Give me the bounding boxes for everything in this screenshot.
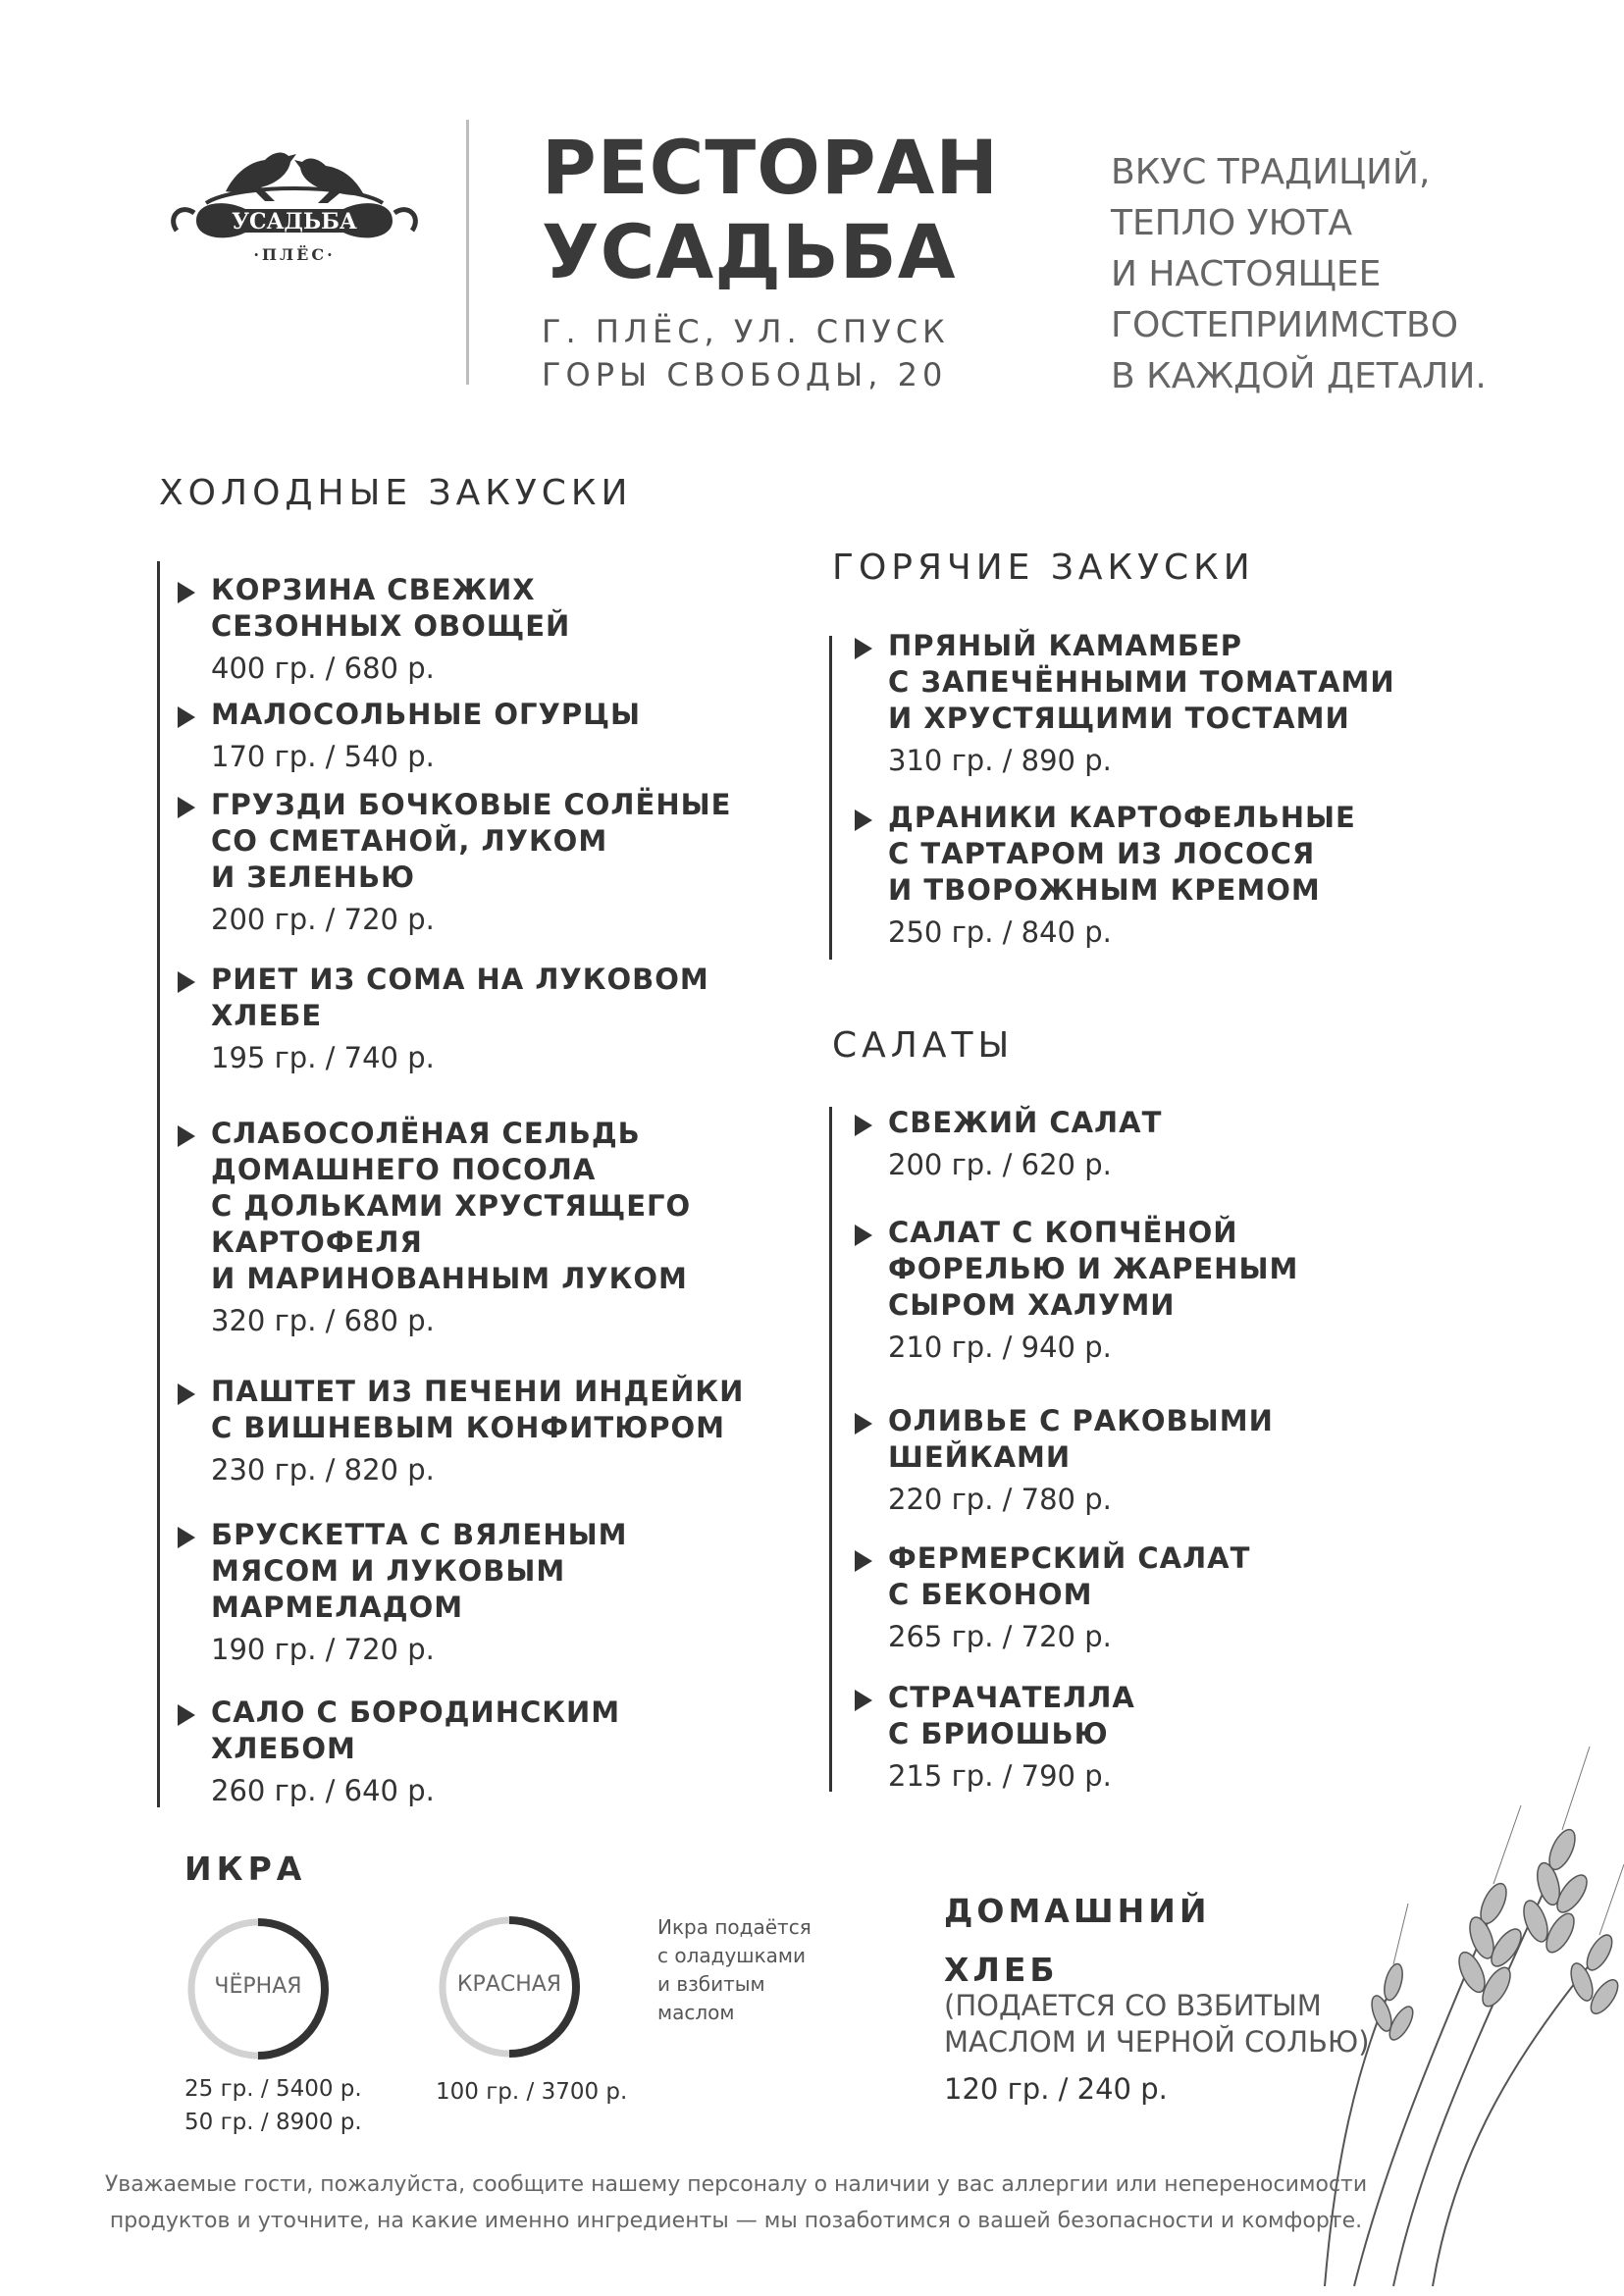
menu-item-name-line: САЛО С БОРОДИНСКИМ [211,1696,621,1729]
address-line: ГОРЫ СВОБОДЫ, 20 [542,356,948,393]
section-title-ikra: ИКРА [184,1850,307,1888]
menu-item-name-line: МЯСОМ И ЛУКОВЫМ [211,1554,566,1588]
column-bar-hot [829,636,832,960]
menu-item-price: 260 гр. / 640 р. [211,1774,435,1807]
menu-item-name-line: МАЛОСОЛЬНЫЕ ОГУРЦЫ [211,698,642,731]
menu-item-price: 220 гр. / 780 р. [888,1483,1112,1516]
menu-item [888,1105,1162,1182]
caviar-black-label: ЧЁРНАЯ [214,1974,302,1999]
menu-item-name-line: МАРМЕЛАДОМ [211,1591,464,1624]
slogan-line: ТЕПЛО УЮТА [1111,203,1353,243]
menu-item-name-line: ПРЯНЫЙ КАМАМБЕР [888,629,1243,662]
price-line: 100 гр. / 3700 р. [436,2079,628,2105]
section-title-hot: ГОРЯЧИЕ ЗАКУСКИ [832,548,1255,588]
bullet-triangle-icon [855,638,872,659]
caviar-note [657,1913,812,2027]
bullet-triangle-icon [178,1704,195,1726]
menu-item-name-line: САЛАТ С КОПЧЁНОЙ [888,1216,1238,1249]
caviar-black-prices [184,2072,362,2139]
menu-item-price: 265 гр. / 720 р. [888,1620,1112,1653]
menu-item-name-line: БРУСКЕТТА С ВЯЛЕНЫМ [211,1518,628,1551]
menu-item-price: 230 гр. / 820 р. [211,1453,435,1487]
bread-desc-line: (ПОДАЕТСЯ СО ВЗБИТЫМ [944,1989,1322,2022]
column-bar-cold [157,561,160,1807]
menu-item-name-line: СТРАЧАТЕЛЛА [888,1681,1135,1714]
note-line: с оладушками [657,1944,807,1967]
slogan-line: В КАЖДОЙ ДЕТАЛИ. [1111,356,1487,396]
bread-desc-line: МАСЛОМ И ЧЕРНОЙ СОЛЬЮ) [944,2025,1370,2059]
header-divider [466,120,469,385]
menu-item [211,1517,628,1667]
bullet-triangle-icon [178,706,195,728]
menu-item-name-line: С БЕКОНОМ [888,1578,1093,1611]
menu-item-name [211,962,709,1034]
menu-item-name [211,697,641,733]
caviar-red-prices [436,2075,627,2109]
menu-item [211,1116,691,1338]
column-bar-salads [829,1107,832,1792]
footer-line: Уважаемые гости, пожалуйста, сообщите нашему персоналу о наличии у вас аллергии или непереносимости [104,2172,1368,2197]
menu-item-name [888,1105,1162,1141]
menu-item-name-line: С ТАРТАРОМ ИЗ ЛОСОСЯ [888,837,1316,870]
menu-item-name [888,1680,1135,1752]
menu-item-price: 310 гр. / 890 р. [888,744,1112,777]
menu-item-price: 200 гр. / 620 р. [888,1148,1112,1181]
menu-item-name-line: С ЗАПЕЧЁННЫМИ ТОМАТАМИ [888,665,1395,699]
bread-title-line: ДОМАШНИЙ [944,1892,1211,1930]
price-line: 50 гр. / 8900 р. [184,2110,362,2135]
menu-item-name [211,1517,628,1626]
price-line: 25 гр. / 5400 р. [184,2076,362,2102]
menu-item-name [888,1540,1250,1613]
menu-item [888,1215,1298,1365]
menu-item-name [211,1374,744,1446]
menu-item-name-line: ХЛЕБОМ [211,1732,356,1765]
section-title-salads: САЛАТЫ [832,1025,1015,1066]
menu-item-name-line: ГРУЗДИ БОЧКОВЫЕ СОЛЁНЫЕ [211,788,732,821]
bullet-triangle-icon [178,582,195,603]
menu-item [888,1403,1274,1517]
menu-item-price: 250 гр. / 840 р. [888,915,1112,949]
bullet-triangle-icon [855,1115,872,1136]
note-line: маслом [657,2001,735,2024]
caviar-red-label: КРАСНАЯ [456,1972,562,1997]
menu-item [888,1540,1250,1654]
menu-item-name-line: И ХРУСТЯЩИМИ ТОСТАМИ [888,702,1350,735]
bullet-triangle-icon [178,1125,195,1147]
menu-item-name-line: СЛАБОСОЛЁНАЯ СЕЛЬДЬ [211,1117,641,1150]
menu-item-name [888,800,1356,909]
menu-item-name-line: СЫРОМ ХАЛУМИ [888,1288,1176,1322]
menu-item-name-line: ОЛИВЬЕ С РАКОВЫМИ [888,1404,1274,1437]
menu-item [211,1374,744,1487]
menu-item-name-line: РИЕТ ИЗ СОМА НА ЛУКОВОМ [211,963,709,996]
menu-item-name-line: СВЕЖИЙ САЛАТ [888,1106,1163,1139]
menu-item-name-line: ДРАНИКИ КАРТОФЕЛЬНЫЕ [888,801,1356,834]
menu-item-price: 210 гр. / 940 р. [888,1331,1112,1364]
menu-item-name [211,787,731,896]
section-title-cold: ХОЛОДНЫЕ ЗАКУСКИ [159,473,633,513]
restaurant-logo [167,123,422,280]
slogan-line: ВКУС ТРАДИЦИЙ, [1111,152,1431,192]
menu-item [211,697,641,774]
bullet-triangle-icon [855,1690,872,1711]
slogan [1111,147,1487,402]
bread-title-line: ХЛЕБ [944,1951,1059,1989]
address-line: Г. ПЛЁС, УЛ. СПУСК [542,313,950,350]
menu-item-name [888,1215,1298,1324]
menu-item-name-line: СЕЗОННЫХ ОВОЩЕЙ [211,609,571,643]
menu-item [211,787,731,937]
menu-item-name-line: И ТВОРОЖНЫМ КРЕМОМ [888,873,1321,907]
menu-item-price: 195 гр. / 740 р. [211,1041,435,1074]
slogan-line: ГОСТЕПРИИМСТВО [1111,305,1459,345]
menu-item-name-line: КОРЗИНА СВЕЖИХ [211,573,536,606]
section-title-bread [944,1882,1210,2000]
menu-item-name-line: ХЛЕБЕ [211,999,323,1032]
bullet-triangle-icon [855,1550,872,1572]
menu-item-name-line: С ВИШНЕВЫМ КОНФИТЮРОМ [211,1411,726,1444]
menu-item-name [211,1116,691,1297]
menu-item-name-line: С ДОЛЬКАМИ ХРУСТЯЩЕГО [211,1189,692,1223]
bullet-triangle-icon [178,1527,195,1548]
bullet-triangle-icon [855,1225,872,1246]
page-title [542,126,999,294]
footer-line: продуктов и уточните, на какие именно ингредиенты — мы позаботимся о вашей безопасности и комфорте. [109,2209,1363,2233]
note-line: Икра подаётся [657,1915,812,1939]
slogan-line: И НАСТОЯЩЕЕ [1111,254,1382,294]
menu-item-name-line: И ЗЕЛЕНЬЮ [211,861,416,894]
allergy-notice [98,2166,1374,2239]
bullet-triangle-icon [178,971,195,993]
menu-item-name-line: СО СМЕТАНОЙ, ЛУКОМ [211,824,608,858]
menu-item-price: 170 гр. / 540 р. [211,740,435,773]
menu-item-name-line: И МАРИНОВАННЫМ ЛУКОМ [211,1262,688,1295]
menu-item [211,1695,620,1808]
menu-item-name-line: КАРТОФЕЛЯ [211,1226,423,1259]
menu-item-name [211,1695,620,1767]
menu-item-name [888,1403,1274,1476]
menu-item-name-line: ПАШТЕТ ИЗ ПЕЧЕНИ ИНДЕЙКИ [211,1375,745,1408]
menu-item [888,800,1356,950]
menu-item-name [888,628,1395,737]
menu-item-name-line: ФЕРМЕРСКИЙ САЛАТ [888,1541,1251,1575]
menu-item-name [211,572,570,645]
menu-item [888,628,1395,778]
bullet-triangle-icon [178,797,195,818]
title-line: УСАДЬБА [542,208,957,295]
note-line: и взбитым [657,1972,765,1996]
menu-item-price: 200 гр. / 720 р. [211,903,435,936]
menu-item [211,572,570,686]
menu-item-price: 215 гр. / 790 р. [888,1759,1112,1793]
bread-price: 120 гр. / 240 р. [944,2072,1168,2106]
bullet-triangle-icon [855,1413,872,1435]
menu-item [211,962,709,1075]
menu-item-price: 320 гр. / 680 р. [211,1304,435,1337]
menu-item-price: 400 гр. / 680 р. [211,652,435,685]
menu-item-name-line: ФОРЕЛЬЮ И ЖАРЕНЫМ [888,1252,1299,1285]
menu-item-price: 190 гр. / 720 р. [211,1633,435,1666]
logo-subtext: ·ПЛЁС· [253,245,336,264]
bird-icon [226,153,363,203]
bullet-triangle-icon [855,809,872,831]
menu-item-name-line: ШЕЙКАМИ [888,1440,1072,1474]
menu-item [888,1680,1135,1794]
menu-item-name-line: С БРИОШЬЮ [888,1717,1109,1750]
menu-item-name-line: ДОМАШНЕГО ПОСОЛА [211,1153,597,1186]
logo-text: УСАДЬБА [232,209,357,235]
restaurant-address [542,310,950,396]
bullet-triangle-icon [178,1383,195,1405]
title-line: РЕСТОРАН [542,124,999,211]
